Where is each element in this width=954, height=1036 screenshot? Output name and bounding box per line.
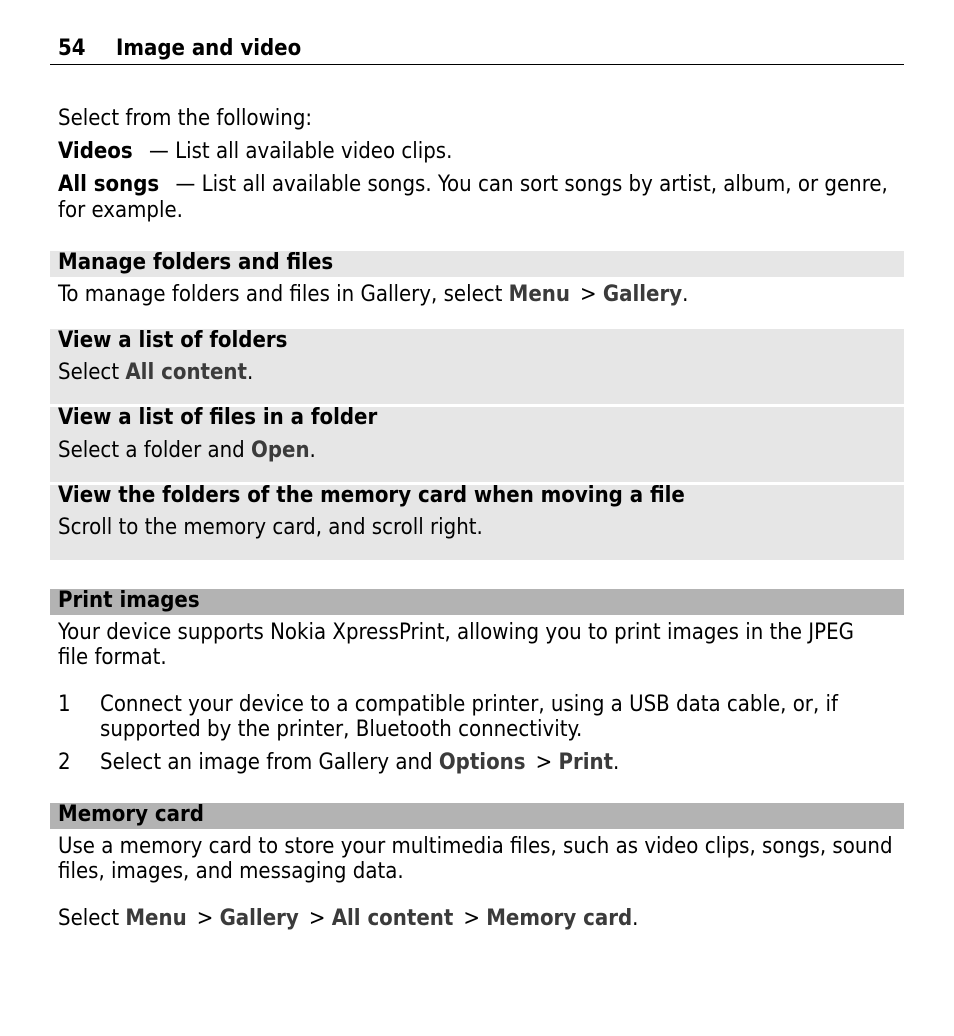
intro-desc-continued: for example. (58, 198, 183, 223)
step-number: 2 (58, 750, 71, 775)
options-ref: Options (438, 750, 526, 775)
header-divider (50, 64, 904, 65)
period: . (613, 750, 620, 775)
arrow-sep: > (308, 906, 332, 931)
manage-text-pre: To manage folders and files in Gallery, select (58, 282, 509, 307)
period: . (247, 360, 254, 385)
tip-text (58, 438, 316, 464)
print-text-line1: Your device supports Nokia XpressPrint, allowing you to print images in the JPEG (58, 620, 854, 645)
intro-desc: — List all available video clips. (142, 139, 453, 164)
memory-path-pre: Select (58, 906, 126, 931)
gallery-ref: Gallery (602, 282, 683, 307)
intro-desc: — List all available songs. You can sort songs by artist, album, or genre, (169, 172, 888, 197)
tip-title: View the folders of the memory card when moving a file (58, 483, 685, 508)
tip-title: View a list of folders (58, 328, 288, 353)
gallery-ref: Gallery (219, 906, 299, 931)
print-ref: Print (558, 750, 614, 775)
menu-ref: Menu (508, 282, 570, 307)
arrow-sep: > (196, 906, 220, 931)
manage-heading: Manage folders and files (58, 250, 334, 275)
arrow-sep: > (463, 906, 487, 931)
tip-text (58, 360, 253, 386)
intro-term: All songs (58, 172, 160, 197)
period: . (309, 438, 316, 463)
all-content-ref: All content (331, 906, 454, 931)
tip-text-pre: Select (58, 360, 126, 385)
manage-text (58, 282, 688, 308)
memory-heading: Memory card (58, 802, 204, 827)
step-text-line1: Connect your device to a compatible printer, using a USB data cable, or, if (100, 692, 838, 717)
arrow-sep: > (580, 282, 603, 307)
intro-item-videos (58, 139, 452, 165)
menu-ref: Menu (125, 906, 187, 931)
tip-text-pre: Select a folder and (58, 438, 252, 463)
intro-term: Videos (58, 139, 133, 164)
intro-item-all-songs (58, 172, 888, 198)
page-number: 54 (58, 36, 86, 61)
step-text-line2: supported by the printer, Bluetooth connectivity. (100, 717, 583, 742)
tip-text: Scroll to the memory card, and scroll right. (58, 515, 483, 540)
memory-path (58, 906, 638, 932)
step-number: 1 (58, 692, 71, 717)
open-ref: Open (251, 438, 310, 463)
period: . (682, 282, 689, 307)
tip-title: View a list of files in a folder (58, 405, 378, 430)
arrow-sep: > (535, 750, 559, 775)
period: . (632, 906, 639, 931)
all-content-ref: All content (125, 360, 247, 385)
intro-lead: Select from the following: (58, 106, 313, 131)
memory-text-line2: files, images, and messaging data. (58, 859, 404, 884)
memory-card-ref: Memory card (486, 906, 633, 931)
chapter-title: Image and video (116, 36, 302, 61)
print-text-line2: file format. (58, 645, 167, 670)
print-heading: Print images (58, 588, 200, 613)
step-text-pre: Select an image from Gallery and (100, 750, 439, 775)
memory-text-line1: Use a memory card to store your multimedia files, such as video clips, songs, sound (58, 834, 893, 859)
step-text (100, 750, 619, 775)
